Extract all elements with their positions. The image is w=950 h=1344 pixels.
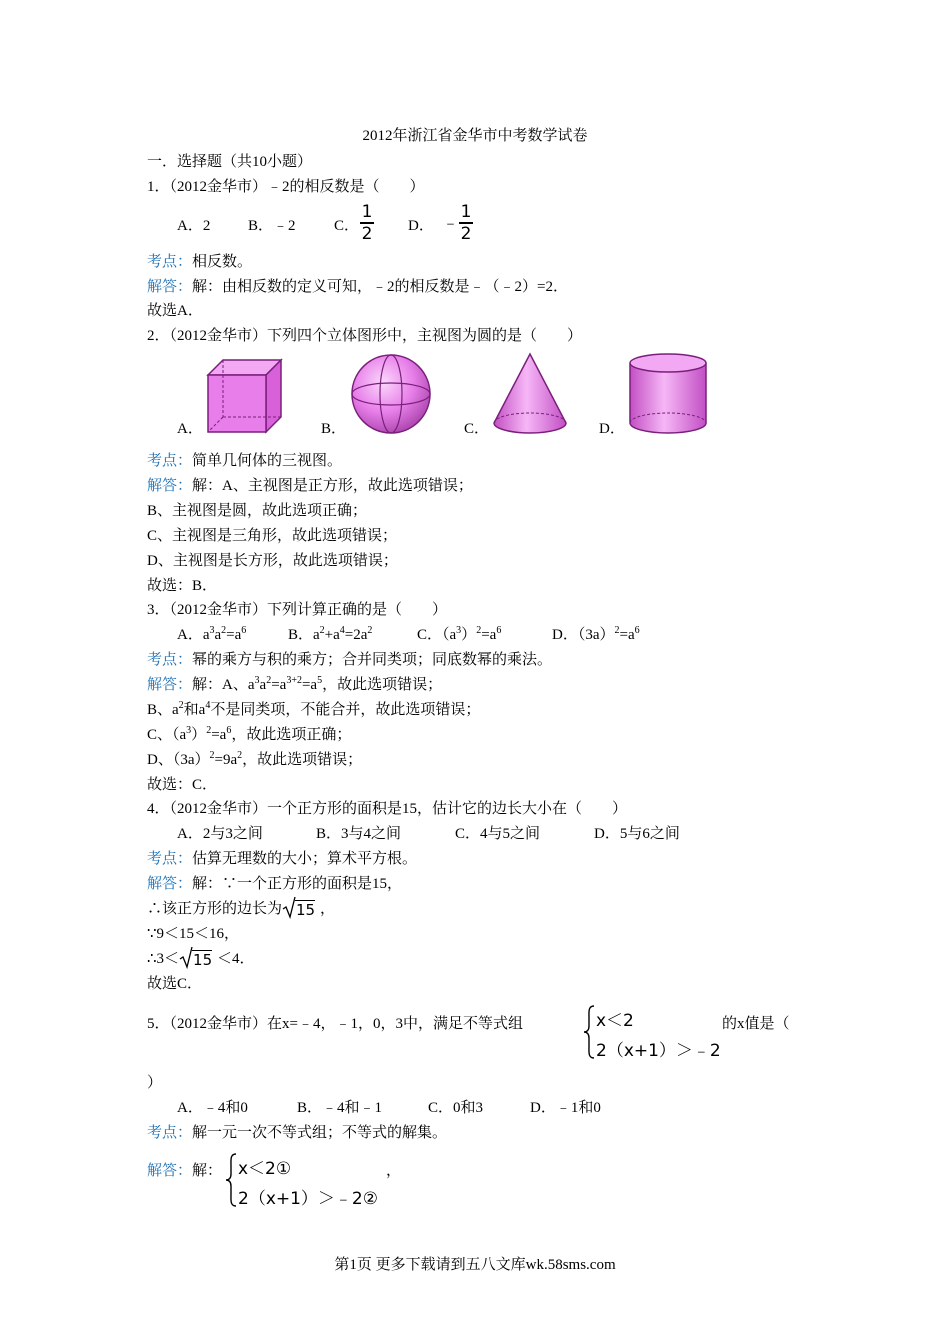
q2-label-d: D．	[599, 421, 625, 437]
q2-stem: 2．（2012金华市）下列四个立体图形中，主视图为圆的是（ ）	[147, 328, 583, 344]
q4-answer: 故选C．	[147, 976, 203, 992]
q1-option-c-fraction: 1 2	[361, 202, 373, 244]
q3-answer: 故选：C．	[147, 777, 218, 793]
q2-jieda: 解答：解：A、主视图是正方形，故此选项错误；	[147, 478, 473, 494]
q1-jieda: 解答：解：由相反数的定义可知，﹣2的相反数是﹣（﹣2）=2．	[147, 279, 568, 295]
q1-option-d-minus: ﹣	[442, 213, 459, 233]
q5-inequality-system	[583, 1004, 723, 1060]
sphere-figure	[349, 352, 433, 436]
q5-stem: 5．（2012金华市）在x=﹣4，﹣1，0，3中，满足不等式组	[147, 1016, 523, 1032]
page-footer: 第1页 更多下载请到五八文库wk.58sms.com	[334, 1257, 616, 1273]
q5-option-c: C．0和3	[428, 1100, 484, 1116]
q3-jieda: 解答：解：A、$a^3a^2=a^{3+2}=a^5$，故此选项错误；	[147, 675, 443, 693]
q3-option-a: A．$a^3a^2=a^6$	[177, 625, 247, 643]
sqrt-15-radical: 15	[179, 949, 217, 969]
q1-option-d-fraction: 1 2	[460, 202, 472, 244]
q3-option-d: D．$(3a)^2=a^6$	[552, 625, 640, 643]
q2-answer: 故选：B．	[147, 578, 218, 594]
q1-answer: 故选A．	[147, 303, 203, 319]
q2-label-b: B．	[321, 421, 347, 437]
q5-solution-row1: x＜2①	[238, 1159, 292, 1179]
q2-kaodian: 考点：简单几何体的三视图。	[147, 453, 343, 469]
q5-system-row1: x＜2	[596, 1011, 634, 1031]
q3-line2: B、$a^2$和$a^4$不是同类项，不能合并，故此选项错误；	[147, 700, 481, 718]
q5-jieda: 解答：解：	[147, 1163, 223, 1179]
q4-option-d: D．5与6之间	[594, 826, 680, 842]
q2-label-a: A．	[177, 421, 203, 437]
q4-line3: ∵9＜15＜16，	[147, 926, 240, 942]
q5-solution-comma: ，	[386, 1163, 402, 1179]
q2-line2: B、主视图是圆，故此选项正确；	[147, 503, 368, 519]
q4-jieda: 解答：解：∵一个正方形的面积是15，	[147, 876, 403, 892]
q5-kaodian: 考点：解一元一次不等式组；不等式的解集。	[147, 1125, 448, 1141]
q4-stem: 4．（2012金华市）一个正方形的面积是15，估计它的边长大小在（ ）	[147, 801, 628, 817]
cube-figure	[205, 355, 285, 435]
page-title: 2012年浙江省金华市中考数学试卷	[362, 128, 588, 144]
q3-kaodian: 考点：幂的乘方与积的乘方；合并同类项；同底数幂的乘法。	[147, 652, 553, 668]
q3-line3: C、$(a^3)^2=a^6$，故此选项正确；	[147, 725, 352, 743]
q3-stem: 3．（2012金华市）下列计算正确的是（ ）	[147, 602, 448, 618]
cylinder-figure	[626, 351, 710, 437]
q1-option-a: A．2	[177, 218, 211, 234]
q5-solution-system	[225, 1152, 390, 1208]
q5-stem-close: ）	[147, 1075, 163, 1091]
q3-line4: D、$(3a)^2=9a^2$，故此选项错误；	[147, 750, 363, 768]
q5-option-b: B．﹣4和﹣1	[297, 1100, 383, 1116]
q2-line3: C、主视图是三角形，故此选项错误；	[147, 528, 398, 544]
section-heading: 一．选择题（共10小题）	[147, 154, 313, 170]
q1-kaodian: 考点：相反数。	[147, 254, 253, 270]
q2-label-c: C．	[464, 421, 490, 437]
q4-line4: ∴3＜ 15 ＜4．	[147, 949, 255, 969]
q5-option-d: D．﹣1和0	[530, 1100, 601, 1116]
q1-option-b: B．﹣2	[248, 218, 296, 234]
q1-option-d: D．	[408, 218, 434, 234]
q5-solution-row2: 2（x+1）＞﹣2②	[238, 1189, 378, 1209]
sqrt-15-radical: 15	[282, 899, 320, 919]
q4-kaodian: 考点：估算无理数的大小；算术平方根。	[147, 851, 418, 867]
q4-option-b: B．3与4之间	[316, 826, 402, 842]
q5-system-row2: 2（x+1）＞﹣2	[596, 1041, 721, 1061]
q4-line2: ∴该正方形的边长为 15 ，	[147, 899, 335, 919]
q5-stem-tail: 的x值是（	[722, 1016, 790, 1032]
q1-stem: 1．（2012金华市）﹣2的相反数是（ ）	[147, 179, 425, 195]
q2-line4: D、主视图是长方形，故此选项错误；	[147, 553, 398, 569]
cone-figure	[490, 351, 570, 437]
q3-option-c: C．$(a^3)^2=a^6$	[417, 625, 502, 643]
q4-option-a: A．2与3之间	[177, 826, 263, 842]
q4-option-c: C．4与5之间	[455, 826, 541, 842]
q3-option-b: B．$a^2+a^4=2a^2$	[288, 625, 373, 643]
q1-option-c: C．	[334, 218, 360, 234]
q5-option-a: A．﹣4和0	[177, 1100, 248, 1116]
